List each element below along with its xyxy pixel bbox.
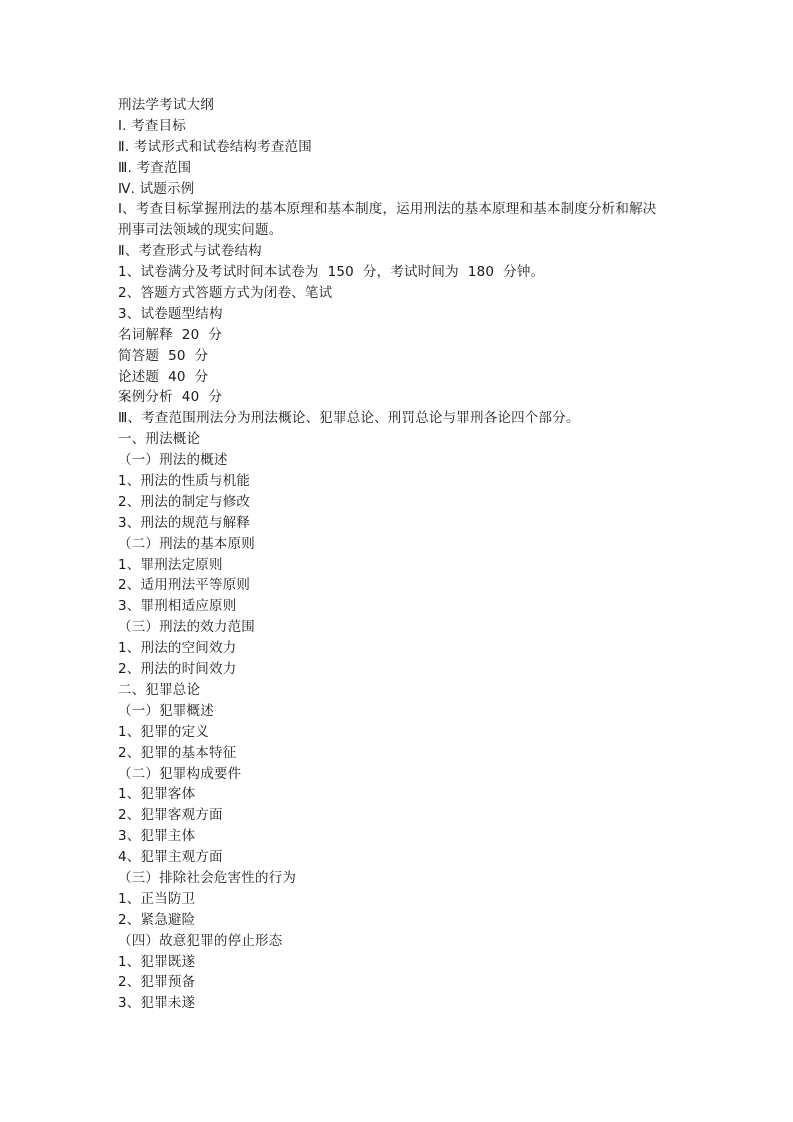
list-item: 1、正当防卫 — [118, 890, 196, 907]
toc-item: Ⅰ. 考查目标 — [118, 117, 186, 134]
list-item: 论述题 40 分 — [118, 368, 209, 385]
list-item: 名词解释 20 分 — [118, 326, 223, 343]
list-item: 3、刑法的规范与解释 — [118, 514, 251, 531]
list-item: 4、犯罪主观方面 — [118, 849, 223, 866]
list-item: 2、紧急避险 — [118, 911, 196, 928]
list-item: 1、刑法的空间效力 — [118, 640, 237, 657]
chapter-heading: 一、刑法概论 — [118, 431, 201, 448]
subsection-heading: （一）犯罪概述 — [118, 702, 214, 719]
subsection-heading: （三）刑法的效力范围 — [118, 619, 255, 636]
section-text: Ⅰ、考查目标掌握刑法的基本原理和基本制度，运用刑法的基本原理和基本制度分析和解决 — [118, 201, 657, 218]
list-item: 2、刑法的制定与修改 — [118, 493, 251, 510]
subsection-heading: （二）刑法的基本原则 — [118, 535, 255, 552]
document-title: 刑法学考试大纲 — [118, 97, 214, 113]
subsection-heading: （三）排除社会危害性的行为 — [118, 869, 297, 886]
list-item: 2、答题方式答题方式为闭卷、笔试 — [118, 285, 333, 302]
list-item: 2、犯罪客观方面 — [118, 807, 223, 824]
toc-item: Ⅱ. 考试形式和试卷结构考查范围 — [118, 138, 312, 155]
list-item: 3、罪刑相适应原则 — [118, 598, 237, 615]
subsection-heading: （四）故意犯罪的停止形态 — [118, 932, 283, 949]
list-item: 1、罪刑法定原则 — [118, 556, 223, 573]
list-item: 2、适用刑法平等原则 — [118, 577, 251, 594]
list-item: 2、刑法的时间效力 — [118, 661, 237, 678]
list-item: 案例分析 40 分 — [118, 389, 223, 406]
section-text: 刑事司法领域的现实问题。 — [118, 222, 283, 239]
list-item: 3、试卷题型结构 — [118, 305, 223, 322]
subsection-heading: （一）刑法的概述 — [118, 452, 228, 469]
list-item: 1、刑法的性质与机能 — [118, 473, 251, 490]
list-item: 简答题 50 分 — [118, 347, 209, 364]
subsection-heading: （二）犯罪构成要件 — [118, 765, 242, 782]
list-item: 2、犯罪预备 — [118, 974, 196, 991]
list-item: 1、犯罪客体 — [118, 786, 196, 803]
toc-item: Ⅳ. 试题示例 — [118, 180, 195, 197]
toc-item: Ⅲ. 考查范围 — [118, 159, 192, 176]
list-item: 3、犯罪未遂 — [118, 995, 196, 1012]
list-item: 1、犯罪既遂 — [118, 953, 196, 970]
section-heading: Ⅲ、考查范围刑法分为刑法概论、犯罪总论、刑罚总论与罪刑各论四个部分。 — [118, 410, 580, 427]
list-item: 2、犯罪的基本特征 — [118, 744, 237, 761]
chapter-heading: 二、犯罪总论 — [118, 681, 201, 698]
list-item: 3、犯罪主体 — [118, 828, 196, 845]
section-heading: Ⅱ、考查形式与试卷结构 — [118, 243, 262, 260]
list-item: 1、试卷满分及考试时间本试卷为 150 分，考试时间为 180 分钟。 — [118, 264, 545, 281]
list-item: 1、犯罪的定义 — [118, 723, 209, 740]
document-body — [118, 95, 698, 1014]
